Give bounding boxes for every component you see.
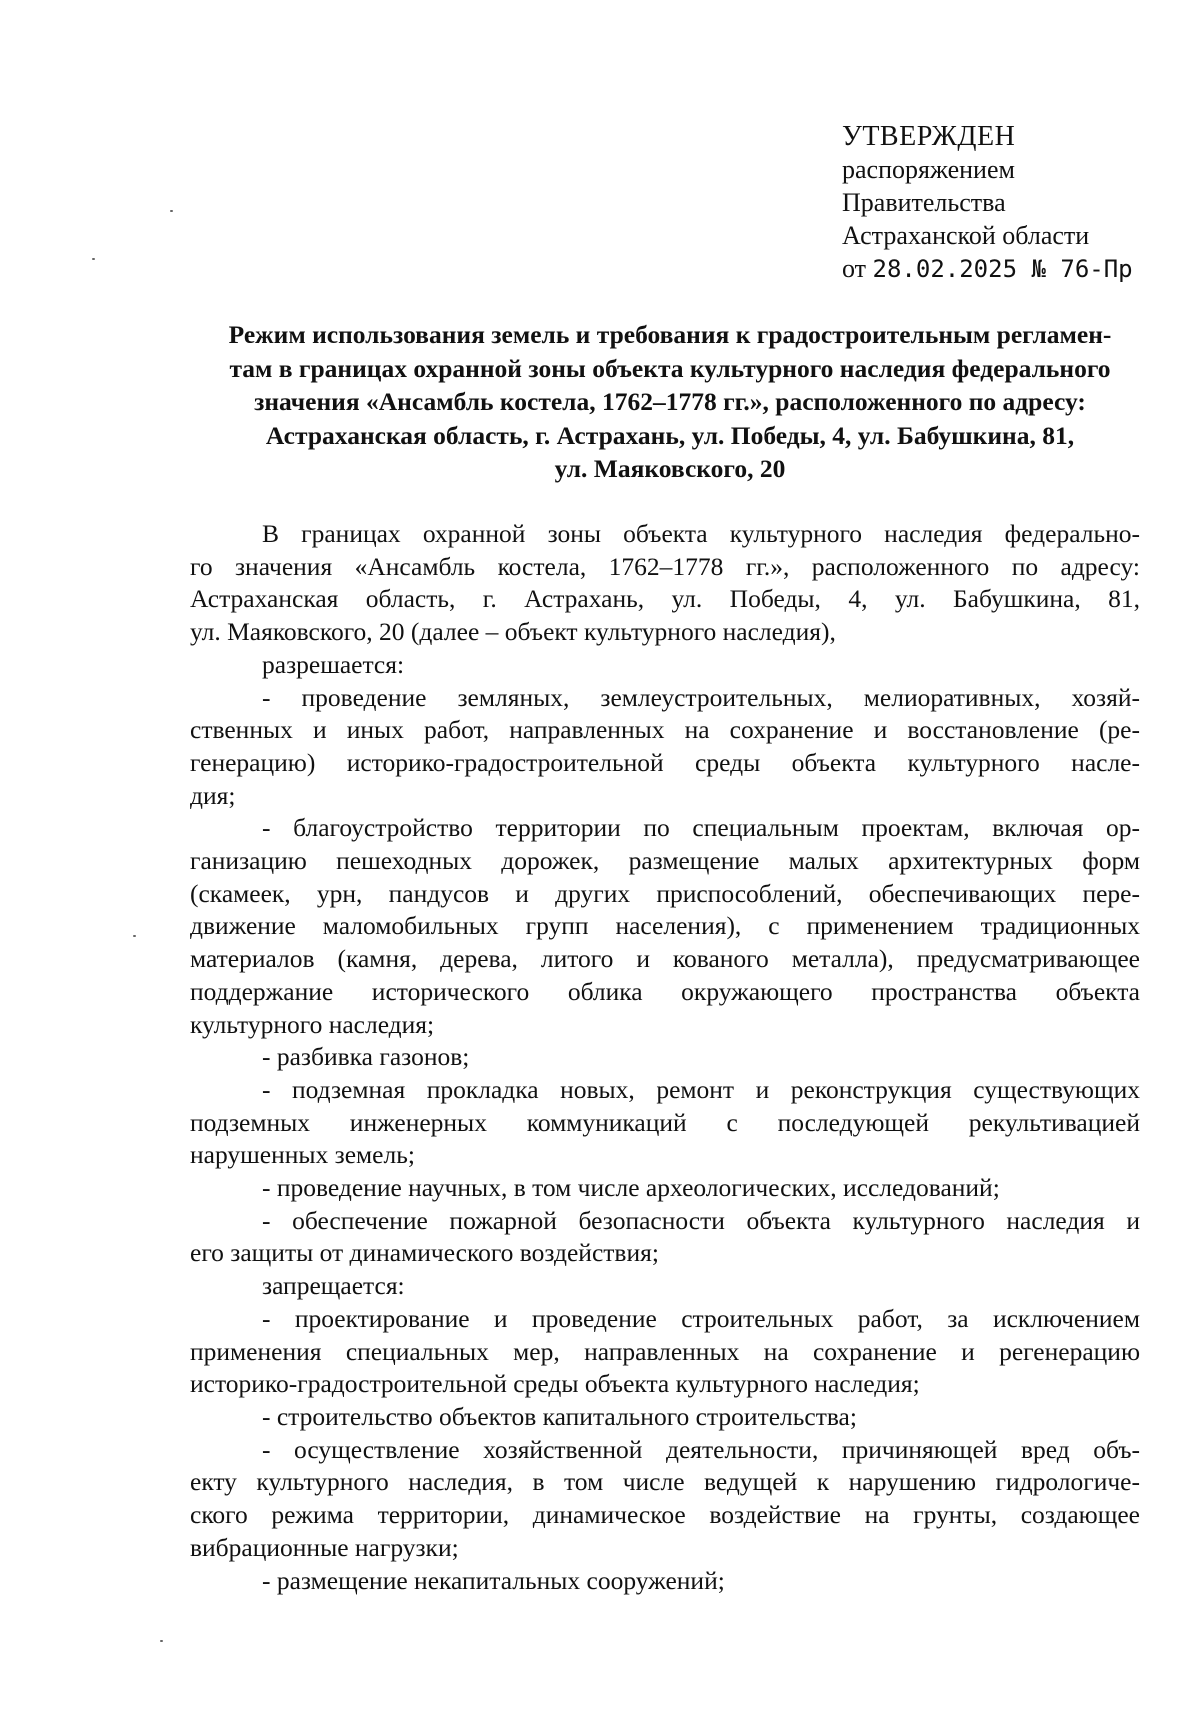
title-line: Режим использования земель и требования к градостроительным регламен- [228, 320, 1112, 349]
body-line: - осуществление хозяйственной деятельности, причиняющей вред объ- [262, 1434, 1140, 1464]
title-line: там в границах охранной зоны объекта культурного наследия федерального [229, 353, 1111, 383]
body-line: (скамеек, урн, пандусов и других приспособлений, обеспечивающих пере- [190, 878, 1140, 908]
approval-date-line [842, 252, 1133, 286]
approval-stamp-block [842, 120, 1133, 286]
scan-speck [170, 210, 173, 212]
body-line: ул. Маяковского, 20 (далее – объект культурного наследия), [190, 617, 836, 647]
body-line: - проведение земляных, землеустроительных, мелиоративных, хозяй- [262, 682, 1140, 712]
approval-date-prefix: от [842, 254, 867, 283]
body-line: - разбивка газонов; [262, 1042, 470, 1072]
body-line: - обеспечение пожарной безопасности объекта культурного наследия и [262, 1205, 1140, 1235]
document-title [190, 318, 1150, 486]
title-line: ул. Маяковского, 20 [554, 454, 786, 483]
scan-speck [160, 1640, 163, 1642]
scan-speck [133, 935, 136, 937]
title-line: Астраханская область, г. Астрахань, ул. Победы, 4, ул. Бабушкина, 81, [265, 420, 1075, 450]
body-line: дия; [190, 780, 236, 810]
body-line: - размещение некапитальных сооружений; [262, 1565, 725, 1595]
body-line: ского режима территории, динамическое воздействие на грунты, создающее [190, 1500, 1140, 1530]
body-line: нарушенных земель; [190, 1140, 415, 1170]
body-line: ганизацию пешеходных дорожек, размещение малых архитектурных форм [190, 846, 1140, 876]
body-line: его защиты от динамического воздействия; [190, 1238, 659, 1268]
body-line: подземных инженерных коммуникаций с последующей рекультивацией [190, 1107, 1140, 1137]
body-line: разрешается: [262, 649, 405, 679]
body-line: екту культурного наследия, в том числе ведущей к нарушению гидрологиче- [190, 1467, 1140, 1497]
body-line: Астраханская область, г. Астрахань, ул. Победы, 4, ул. Бабушкина, 81, [190, 584, 1140, 614]
body-line: историко-градостроительной среды объекта культурного наследия; [190, 1369, 920, 1399]
body-line: культурного наследия; [190, 1009, 435, 1039]
body-line: - строительство объектов капитального строительства; [262, 1401, 857, 1431]
body-line: В границах охранной зоны объекта культурного наследия федерально- [262, 519, 1140, 548]
scan-speck [92, 258, 95, 260]
approval-line: Астраханской области [842, 221, 1090, 250]
body-line: го значения «Ансамбль костела, 1762–1778 гг.», расположенного по адресу: [190, 551, 1140, 581]
body-line: генерацию) историко-градостроительной среды объекта культурного насле- [190, 747, 1140, 777]
body-line: движение маломобильных групп населения), с применением традиционных [190, 911, 1140, 941]
body-line: - проектирование и проведение строительных работ, за исключением [262, 1303, 1140, 1333]
body-line: ственных и иных работ, направленных на сохранение и восстановление (ре- [190, 715, 1140, 745]
body-line: - благоустройство территории по специальным проектам, включая ор- [262, 813, 1140, 843]
body-line: поддержание исторического облика окружающего пространства объекта [190, 976, 1140, 1006]
body-line: запрещается: [262, 1271, 405, 1301]
approval-line: Правительства [842, 188, 1006, 217]
body-line: вибрационные нагрузки; [190, 1532, 459, 1562]
title-line: значения «Ансамбль костела, 1762–1778 гг.», расположенного по адресу: [254, 387, 1086, 416]
body-line: материалов (камня, дерева, литого и кованого металла), предусматривающее [190, 944, 1140, 974]
body-line: применения специальных мер, направленных на сохранение и регенерацию [190, 1336, 1140, 1366]
approval-date-number: 28.02.2025 № 76-Пр [872, 255, 1133, 283]
body-line: - подземная прокладка новых, ремонт и реконструкция существующих [262, 1074, 1140, 1104]
approval-line: распоряжением [842, 155, 1015, 184]
document-body [190, 518, 1140, 1597]
body-line: - проведение научных, в том числе археологических, исследований; [262, 1173, 1000, 1203]
approval-heading: УТВЕРЖДЕН [842, 121, 1016, 152]
